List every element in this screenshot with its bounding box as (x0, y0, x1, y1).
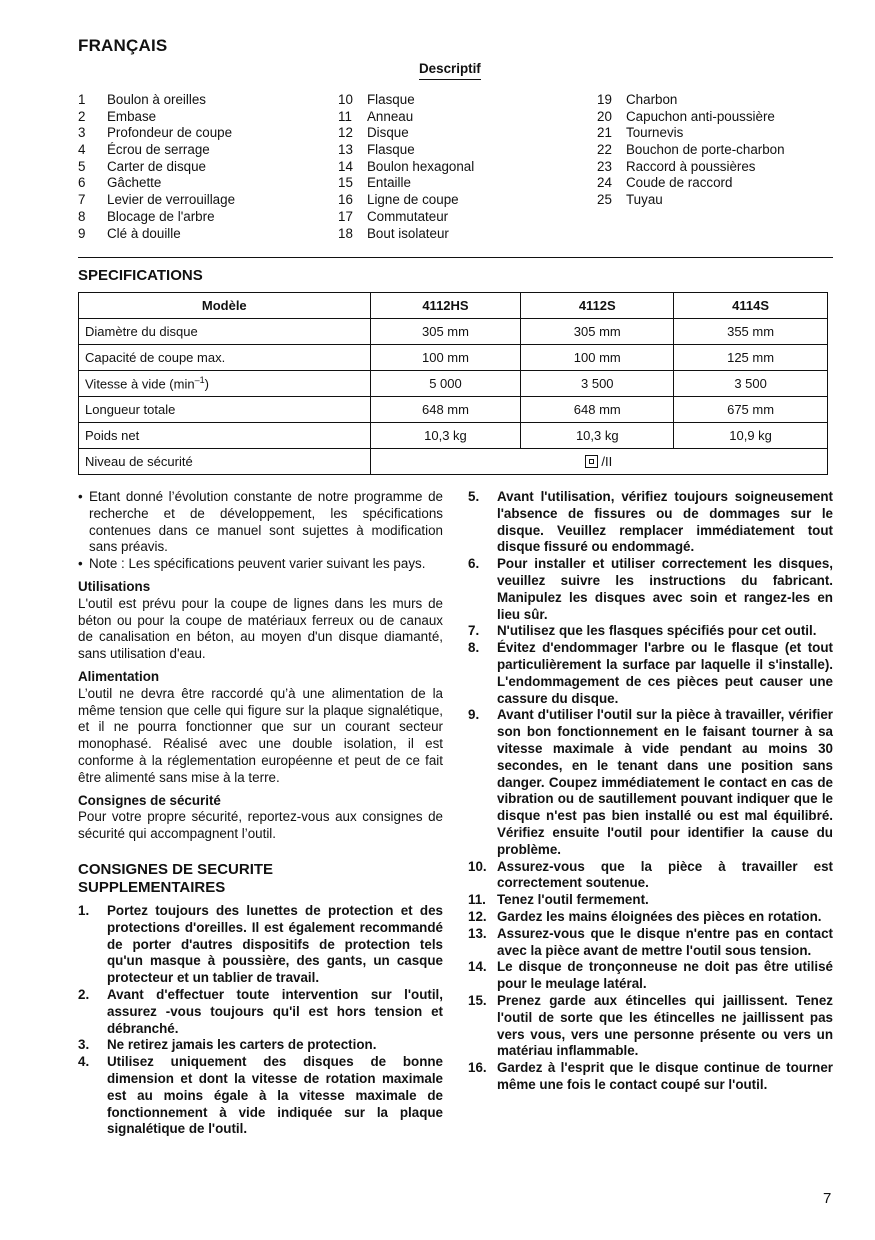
part-item: 6 Gâchette (78, 175, 162, 191)
section-divider (78, 257, 833, 258)
safety-rule-item: 6. Pour installer et utiliser correctement les disques, veuillez suivre les instructions du fabricant. Manipulez les disques avec soin et rangez-les en lieu sûr. (468, 556, 833, 622)
table-row (79, 345, 828, 371)
parts-column-3 (597, 92, 833, 209)
safety-rule-item: 12. Gardez les mains éloignées des pièces en rotation. (468, 908, 822, 924)
safety-rule-item: 15. Prenez garde aux étincelles qui jaillissent. Tenez l'outil de sorte que les étincelles ne jaillissent pas vers vous, vers une personne présente ou vers un matériau inflammable. (468, 992, 833, 1059)
page-number: 7 (823, 1190, 832, 1207)
table-header-cell: 4112HS (370, 293, 521, 319)
table-cell: 648 mm (521, 397, 674, 423)
table-header-cell: Modèle (79, 293, 371, 319)
parts-column-1 (78, 92, 338, 242)
safety-rule-item: 2. Avant d'effectuer toute intervention sur l'outil, assurez -vous toujours qu'il est hors tension et débranché. (78, 986, 443, 1036)
page-language-heading: FRANÇAIS (78, 36, 168, 55)
part-item: 22 Bouchon de porte-charbon (597, 142, 785, 158)
table-cell: 5 000 (370, 371, 521, 397)
parts-column-2 (338, 92, 598, 242)
safety-rule-item: 1. Portez toujours des lunettes de protection et des protections d'oreilles. Il est également recommandé de porter d'autres dispositifs de protection tels qu'un masque à poussière, des gants, un casque protecteur et un tablier de travail. (78, 902, 443, 986)
part-item: 14 Boulon hexagonal (338, 158, 475, 174)
part-item: 7 Levier de verrouillage (78, 192, 236, 208)
row-label: Diamètre du disque (79, 319, 371, 345)
part-item: 5 Carter de disque (78, 158, 206, 174)
table-row (79, 423, 828, 449)
table-cell: 125 mm (674, 345, 828, 371)
part-item: 23 Raccord à poussières (597, 158, 756, 174)
table-cell: 3 500 (674, 371, 828, 397)
table-cell: 675 mm (674, 397, 828, 423)
table-header-cell: 4114S (674, 293, 828, 319)
alimentation-text: L’outil ne devra être raccordé qu’à une alimentation de la même tension que celle qui figure sur la plaque signalétique, et il ne pourra fonctionner que sur un courant secteur monophasé. Réalisé avec une double isolation, il est conforme à la réglementation européenne et peut de ce fait être alimenté sans mise à la terre. (78, 685, 443, 785)
table-cell: 305 mm (521, 319, 674, 345)
descriptif-title: Descriptif (419, 61, 481, 80)
safety-rule-item: 13. Assurez-vous que le disque n'entre pas en contact avec la pièce avant de mettre l'outil sous tension. (468, 925, 833, 958)
safety-rule-item: 10. Assurez-vous que la pièce à travailler est correctement soutenue. (468, 858, 833, 891)
table-cell: 100 mm (370, 345, 521, 371)
part-item: 17 Commutateur (338, 208, 449, 224)
note-bullet: • Note : Les spécifications peuvent varier suivant les pays. (78, 556, 426, 572)
table-row (79, 319, 828, 345)
consignes-heading: Consignes de sécurité (78, 792, 221, 808)
table-header-row (79, 293, 828, 319)
part-item: 3 Profondeur de coupe (78, 125, 233, 141)
table-row (79, 449, 828, 475)
safety-rule-item: 5. Avant l'utilisation, vérifiez toujours soigneusement l'absence de fissures ou de dommages sur le disque. Veuillez remplacer immédiatement tout disque fissuré ou endommagé. (468, 489, 833, 555)
part-item: 13 Flasque (338, 142, 415, 158)
table-cell: 648 mm (370, 397, 521, 423)
part-item: 9 Clé à douille (78, 225, 181, 241)
part-item: 2 Embase (78, 108, 157, 124)
left-text-column (78, 489, 443, 1138)
part-item: 1 Boulon à oreilles (78, 92, 207, 107)
table-cell: 3 500 (521, 371, 674, 397)
safety-rule-item: 16. Gardez à l'esprit que le disque continue de tourner même une fois le contact coupé sur l'outil. (468, 1060, 833, 1092)
specifications-table (78, 292, 828, 475)
part-item: 25 Tuyau (597, 192, 663, 208)
table-cell: 355 mm (674, 319, 828, 345)
row-label: Vitesse à vide $(\min^{-1})$ (79, 371, 371, 397)
specifications-title: SPECIFICATIONS (78, 267, 203, 284)
table-cell: 10,3 kg (521, 423, 674, 449)
part-item: 15 Entaille (338, 175, 411, 191)
table-row (79, 397, 828, 423)
safety-rule-item: 8. Évitez d'endommager l'arbre ou le flasque (et tout particulièrement la surface par laquelle il s'installe). L'endommagement de ces pièces peut causer une cassure du disque. (468, 640, 833, 706)
consignes-text: Pour votre propre sécurité, reportez-vous aux consignes de sécurité qui accompagnent l’outil. (78, 809, 443, 842)
part-item: 12 Disque (338, 125, 409, 141)
table-row (79, 371, 828, 397)
part-item: 16 Ligne de coupe (338, 192, 459, 208)
safety-rule-item: 3. Ne retirez jamais les carters de protection. (78, 1037, 377, 1053)
safety-rule-item: 11. Tenez l'outil fermement. (468, 892, 649, 908)
safety-rule-item: 9. Avant d'utiliser l'outil sur la pièce à travailler, vérifier son bon fonctionnement en le faisant tourner à sa vitesse maximale à vide pendant au moins 30 secondes, en le tenant dans une position sans danger. Coupez immédiatement le contact en cas de vibration ou de sautillement pouvant indiquer que le disque n'est pas bien installé ou est mal équilibré. Vérifiez ensuite l'outil pour identifier la cause du problème. (468, 707, 833, 857)
row-label: Poids net (79, 423, 371, 449)
row-label: Longueur totale (79, 397, 371, 423)
table-header-cell: 4112S (521, 293, 674, 319)
safety-rule-item: 14. Le disque de tronçonneuse ne doit pas être utilisé pour le meulage latéral. (468, 959, 833, 992)
row-label: Niveau de sécurité (79, 449, 371, 475)
part-item: 20 Capuchon anti-poussière (597, 108, 775, 124)
part-item: 8 Blocage de l'arbre (78, 208, 215, 224)
table-cell: 10,9 kg (674, 423, 828, 449)
part-item: 4 Écrou de serrage (78, 142, 210, 158)
utilisations-text: L'outil est prévu pour la coupe de lignes dans les murs de béton ou pour la coupe de matériaux ferreux ou de canaux de canalisation en béton, au moyen d'un disque diamanté, sans utilisation d'eau. (78, 595, 443, 662)
double-insulation-icon (585, 455, 598, 468)
table-cell: 10,3 kg (370, 423, 521, 449)
part-item: 19 Charbon (597, 92, 678, 107)
table-cell: 100 mm (521, 345, 674, 371)
part-item: 10 Flasque (338, 92, 415, 107)
part-item: 18 Bout isolateur (338, 225, 449, 241)
safety-rule-item: 7. N'utilisez que les flasques spécifiés pour cet outil. (468, 623, 817, 639)
note-bullet: • Etant donné l’évolution constante de notre programme de recherche et de développement, les spécifications contenues dans ce manuel sont sujettes à modification sans préavis. (78, 489, 443, 555)
alimentation-heading: Alimentation (78, 668, 160, 684)
safety-rule-item: 4. Utilisez uniquement des disques de bonne dimension et dont la vitesse de rotation maximale est au moins égale à la vitesse maximale de fonctionnement à vide indiquée sur la plaque signalétique de l'outil. (78, 1054, 443, 1137)
supplementary-safety-heading: CONSIGNES DE SECURITE SUPPLEMENTAIRES (78, 860, 274, 896)
row-label: Capacité de coupe max. (79, 345, 371, 371)
utilisations-heading: Utilisations (78, 578, 151, 594)
part-item: 24 Coude de raccord (597, 175, 733, 191)
safety-level-cell: /II (370, 449, 827, 475)
table-cell: 305 mm (370, 319, 521, 345)
right-text-column (468, 489, 833, 1094)
part-item: 11 Anneau (338, 108, 414, 124)
part-item: 21 Tournevis (597, 125, 684, 141)
